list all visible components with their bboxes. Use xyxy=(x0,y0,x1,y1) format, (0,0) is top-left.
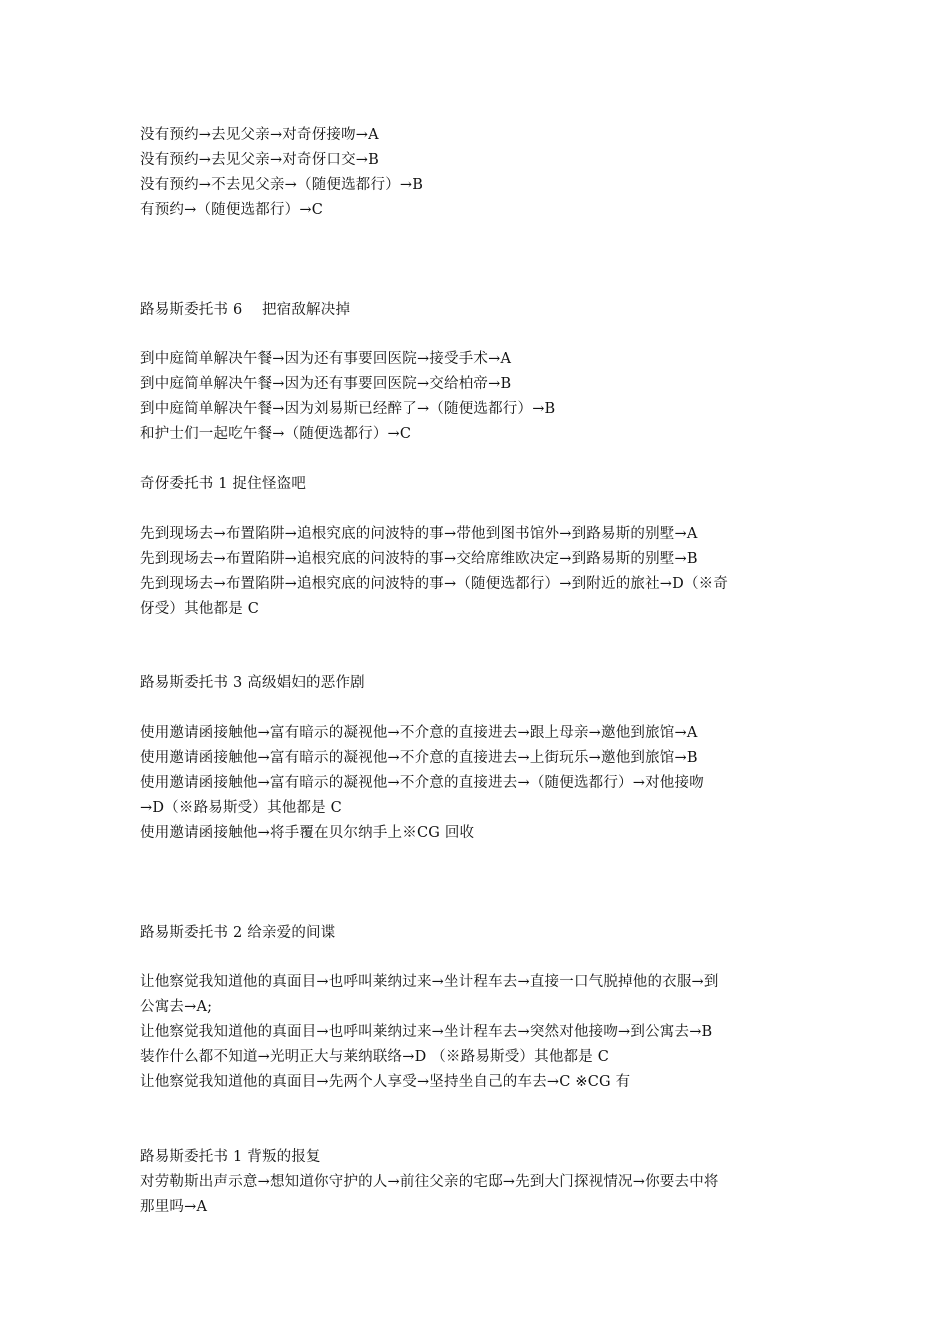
section-heading: 奇伢委托书 1 捉住怪盗吧 xyxy=(140,476,307,492)
text-line: 先到现场去→布置陷阱→追根究底的问波特的事→交给席维欧决定→到路易斯的别墅→B xyxy=(140,551,698,567)
text-line: 没有预约→不去见父亲→（随便选都行）→B xyxy=(140,177,424,193)
text-line: 和护士们一起吃午餐→（随便选都行）→C xyxy=(140,426,412,442)
text-line: 到中庭简单解决午餐→因为还有事要回医院→交给柏帝→B xyxy=(140,376,512,392)
text-line: 装作什么都不知道→光明正大与莱纳联络→D （※路易斯受）其他都是 C xyxy=(140,1049,610,1065)
text-line: 使用邀请函接触他→富有暗示的凝视他→不介意的直接进去→上街玩乐→邀他到旅馆→B xyxy=(140,750,698,766)
text-line: 使用邀请函接触他→富有暗示的凝视他→不介意的直接进去→跟上母亲→邀他到旅馆→A xyxy=(140,725,698,741)
text-line: 没有预约→去见父亲→对奇伢接吻→A xyxy=(140,127,379,143)
text-line: →D（※路易斯受）其他都是 C xyxy=(140,800,342,816)
text-line: 没有预约→去见父亲→对奇伢口交→B xyxy=(140,152,380,168)
text-line: 伢受）其他都是 C xyxy=(140,601,260,617)
text-line: 让他察觉我知道他的真面目→也呼叫莱纳过来→坐计程车去→直接一口气脱掉他的衣服→到 xyxy=(140,974,719,990)
text-line: 公寓去→A; xyxy=(140,999,213,1015)
text-line: 对劳勒斯出声示意→想知道你守护的人→前往父亲的宅邸→先到大门探视情况→你要去中将 xyxy=(140,1174,719,1190)
text-line: 那里吗→A xyxy=(140,1199,208,1215)
text-line: 有预约→（随便选都行）→C xyxy=(140,202,323,218)
text-line: 让他察觉我知道他的真面目→先两个人享受→坚持坐自己的车去→C ※CG 有 xyxy=(140,1074,631,1090)
text-line: 让他察觉我知道他的真面目→也呼叫莱纳过来→坐计程车去→突然对他接吻→到公寓去→B xyxy=(140,1024,713,1040)
section-heading: 路易斯委托书 3 高级娼妇的恶作剧 xyxy=(140,675,365,691)
text-line: 先到现场去→布置陷阱→追根究底的问波特的事→（随便选都行）→到附近的旅社→D（※奇 xyxy=(140,576,729,592)
section-heading: 路易斯委托书 2 给亲爱的间谍 xyxy=(140,925,336,941)
text-line: 使用邀请函接触他→富有暗示的凝视他→不介意的直接进去→（随便选都行）→对他接吻 xyxy=(140,775,704,791)
text-line: 先到现场去→布置陷阱→追根究底的问波特的事→带他到图书馆外→到路易斯的别墅→A xyxy=(140,526,698,542)
section-heading: 路易斯委托书 1 背叛的报复 xyxy=(140,1149,321,1165)
text-line: 到中庭简单解决午餐→因为刘易斯已经醉了→（随便选都行）→B xyxy=(140,401,556,417)
text-line: 使用邀请函接触他→将手覆在贝尔纳手上※CG 回收 xyxy=(140,825,475,841)
section-heading: 路易斯委托书 6 把宿敌解决掉 xyxy=(140,302,351,318)
text-line: 到中庭简单解决午餐→因为还有事要回医院→接受手术→A xyxy=(140,351,512,367)
